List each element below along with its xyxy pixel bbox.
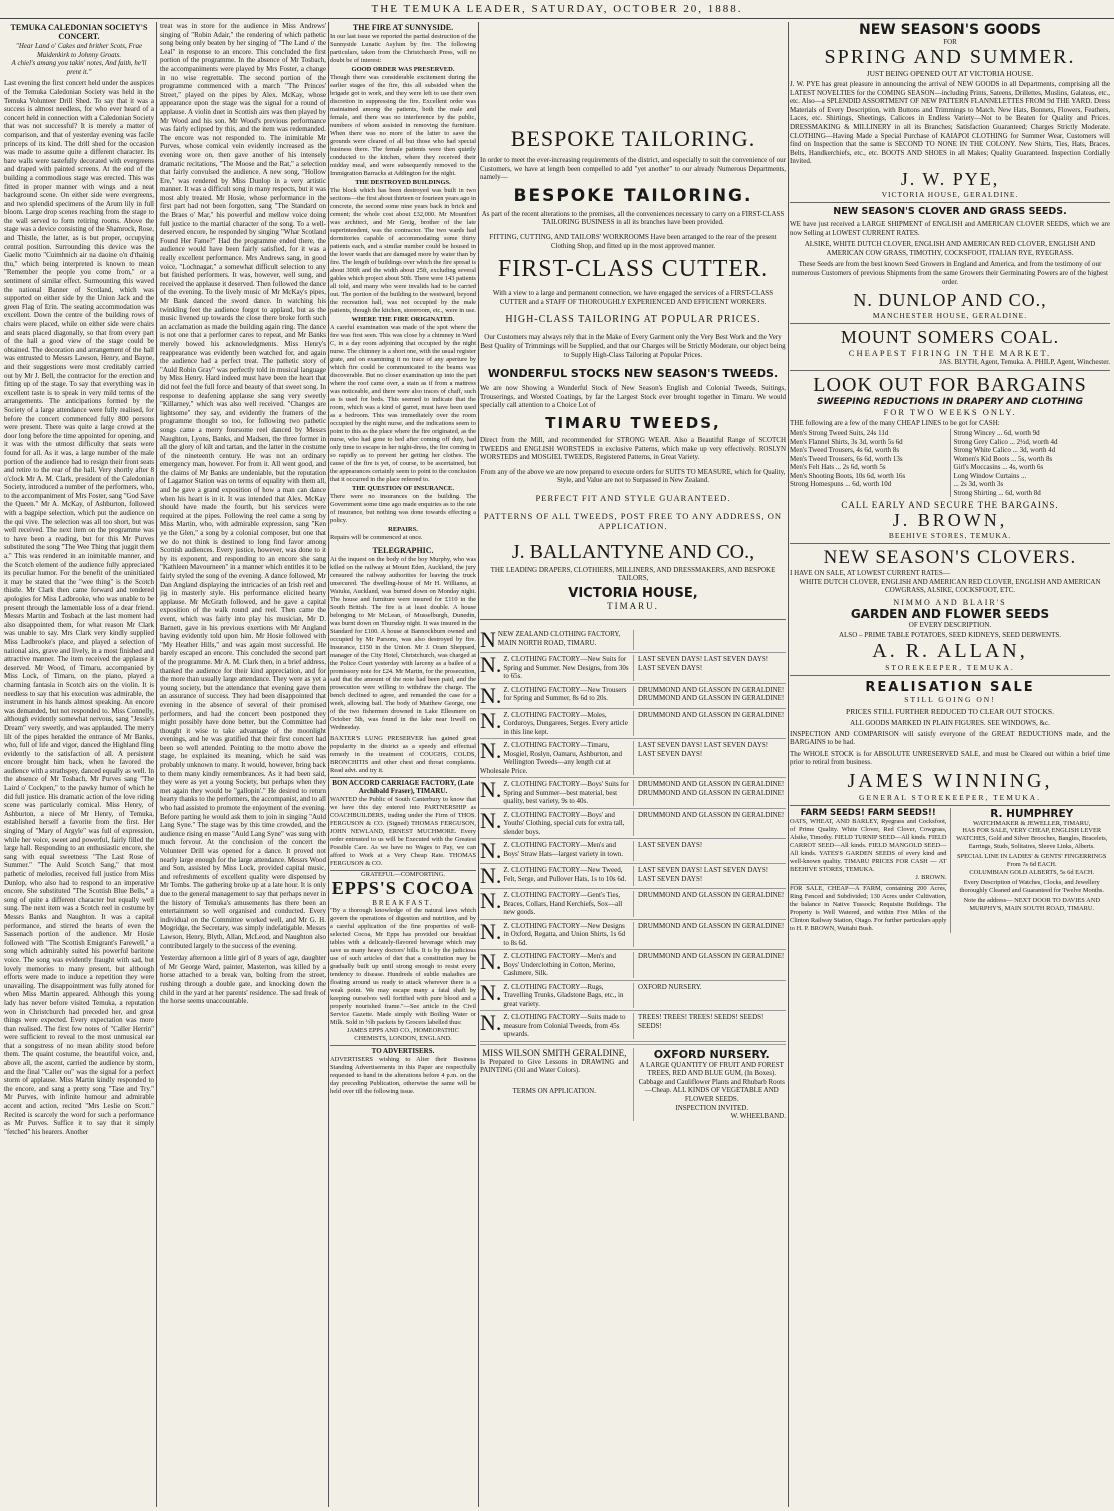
ad-text: FITTING, CUTTING, AND TAILORS' WORKROOMS Have been arranged to the rear of the present Clothing Shop, and fitted up in the most approved manner. — [489, 232, 777, 250]
humphrey-ad — [951, 808, 1111, 933]
dunlop-address: MANCHESTER HOUSE, GERALDINE. — [790, 311, 1110, 324]
drop-cap: N. — [480, 863, 502, 889]
nz-item-label: Z. CLOTHING FACTORY—Moles, Corduroys, Dungarees, Serges. Every article in this line kept. — [503, 710, 628, 736]
ad-heading: PATTERNS OF ALL TWEEDS, POST FREE TO ANY ADDRESS, ON APPLICATION. — [483, 510, 783, 531]
ad-subtitle: BREAKFAST. — [372, 899, 434, 907]
nz-item-text — [480, 777, 634, 806]
ad-text: SPECIAL LINE IN LADIES' & GENTS' FINGERRINGS From 7s 6d EACH. — [957, 853, 1107, 869]
ad-text: OF EVERY DESCRIPTION. — [908, 621, 992, 630]
ad-heading: PERFECT FIT AND STYLE GUARANTEED. — [535, 492, 731, 503]
nz-item-label: Z. CLOTHING FACTORY—New Trousers for Spring and Summer, 8s 6d to 20s. — [503, 685, 627, 703]
ad-text: From any of the above we are now prepared to execute orders for SUITS TO MEASURE, which for Quality, Style, and Value are not to Surpassed in New Zealand. — [480, 467, 786, 485]
subheading: THE QUESTION OF INSURANCE. — [352, 485, 454, 492]
bargain-item: Strong Grey Calico ... 2½d, worth 4d — [953, 437, 1058, 446]
subheading: REPAIRS. — [388, 526, 418, 533]
drop-cap: N. — [480, 979, 502, 1005]
article-body: Last evening the first concert held under the auspices of the Temuka Caledonian Society was held in the Temuka Volunteer Drill Shed. To say that it was a success is almost needless, for who ever heard of a concert held in connection with a Caledonian Society that was not successful? It is merely a matter of comparison, and that of yesterday evening was facile princeps of its kind. The drill shed for the occasion was made to assume quite a different character. Its bare walls were tastefully decorated with evergreens and draped with painted screens. At the end of the building a commodious stage was erected. This was fitted in proper manner with wings and a neat background scene. On either side were evergreens, and two splendid specimens of the Arum lily in full bloom. Large drop scenes reaching from the stage to the wall served to form retiring rooms. Above the stage was a device consisting of the Shamrock, Rose, and Thistle, the latter, as is but proper, occupying central position. Surrounding this device was the Gaelic motto "Cuimhnich air na daoine o'n d'thainig thu," which being interpreted is known to mean "Remember the people you come from," or a sentiment of similar effect. Surmounting this waved the national Banner of Scotland, which was supported on either side by the Union Jack and the green Flag of Erin. The seating accommodation was excellent. Down the centre of the building rows of chairs were placed, while on either side were chairs and seats placed diagonally, so that from every part of the hall a good view of the stage could be obtained. The decoration and arrangement of the hall was entrusted to Messrs Lawson, Henry, and Bayne, and their suggestions were most creditably carried out by Mr J. Bell, the contractor for the erection and fitting up of the stage. To say that everything was in excellent taste is to speak in very mild terms of the arrangements. The anticipations formed by the Society of a large attendance were fully realised, for before the concert commenced fully 800 persons were present. There was quite a large crowd at the door long before the time appointed for opening, and it was with the utmost difficulty that seats were found for all. As it was, a large number of the male portion of the audience had to resign their front seats and retire to the rear of the hall. Very shortly after 8 o'clock Mr A. M. Clark, president of the Caledonian Society, introduced a number of the performers, who, to the accompaniment of Mrs Foster, sang "God Save the Queen." Mr A. McKay, of Ashburton, followed with a bagpipe selection, which put the audience on the qui vive. The selection was all too short, but was well received. The next item on the programme was to have been a reading, but for this Mr Purves substituted the song "The Wee Thing that juggit them a." This was rendered in an inimitable manner, and the Scotch element of the audience fully appreciated its peculiar humor. For the benefit of the uninitiated it may be stated that the "wee thing" is the Scotch thistle. Mr Clark then came forward and tendered apologies for Miss Ladbrooke, who was unable to be present through the lamentable loss of a dear friend. Messrs Martin and Tosbach at the last moment had also disappointed them, for what reason Mr Clark was unable to say. Mrs Clark very kindly supplied Miss Ladbrooke's place, and played a selection of national airs, grave and lively, in a most finished and attractive manner. The item received the applause it deserved. Mr Wood, of Timaru, accompanied by Miss Lock, of Timaru, on the piano, played a charming fantasia in Scotch airs on the violin. It is needless to say that his execution was admirable, the instrument in his hands almost speaking. An encore was demanded, but not responded to. Miss Connelly, although evidently somewhat nervous, sang "Jessie's Dream" very sweetly, and was applauded. The merry lilt of the pipes heralded the entrance of Mr Banks, who, full of life and vigor, danced the Highland fling evidently to the satisfaction of all. A persistent encore brought him back, when he favored the audience with a strathspey, danced equally as well. In the absence of Mr Tosbach, Mr Purves sang "The Laird o' Cockpen," to the pawky humor of which he did full justice. His dramatic action of the love riding scene was particularly comical. Miss Henry, of Ashburton, a niece of Mr Henry, of Temuka, established herself a favorite from the first. Her singing of "Mary of Argyle" was full of expression, while her voice, sweet and powerful, fairly filled the large hall. Responding to an enthusiastic encore, she sang with equal sweetness "The Last Rose of Summer." "The Auld Scotch Sang," that most pathetic of melodies, received full justice from Miss Dunlop, who also had to respond to an imperative encore. She substituted "The Scottish Blue Bells," a song of quite a different character but equally well sung. The next item was a Scotch reel in costume by Messrs Banks and Naughton. It was a capital performance, and stirred the hearts of even the Sassenach portion of the audience. Mr Hosie followed with "The Scottish Emigrant's Farewell," a song which admirably suited his powerful baritone voice. The song was evidently fraught with sad, but lovely memories to many present, but although efforts were made to induce a repetition they were unavailing. The disappointment was fully atoned for when Miss Martin appeared. Although this young lady has never before visited Temuka, a reputation won in Christchurch had preceded her, and great things were expected. Every expectation was more than realised. The first few notes of "Caller Herrin" were sufficient to reveal to the most unmusical ear that a songstress of no mean ability stood before them. The quaint costume, the beautiful voice, and, above all, the ascent, carried the audience by storm, and the final "Caller ou" was the signal for a perfect storm of applause. Miss Martin kindly responded to the encore, and sang a pretty song "Tase and Try." Mr Purves, with infinite humour and admirable accent and action, recited "Mrs Leslie on Scott." Recited is scarcely the word for such a performance as Mr Purves. Suffice it to say that it simply "fetched" his hearers. Another — [4, 79, 154, 1136]
nz-item-label: Z. CLOTHING FACTORY—Boys' and Youths' Clothing, special cuts for extra tall, slender boys. — [503, 810, 625, 836]
bargain-item: Strong White Calico ... 3d, worth 4d — [953, 446, 1056, 455]
allan-name: A. R. ALLAN, — [872, 639, 1028, 662]
drop-cap: N. — [480, 807, 502, 833]
news-item: Yesterday afternoon a little girl of 8 years of age, daughter of Mr George Ward, painter, Masterton, was killed by a horse attached to a break van, bolting from the street, rushing through a double gate, and knocking down the child in the yard at her parents' residence. The sad freak of the horse seems unaccountable. — [160, 954, 326, 1006]
ad-title: MISS WILSON SMITH GERALDINE, — [482, 1047, 627, 1058]
bargains-title: LOOK OUT FOR BARGAINS — [813, 373, 1087, 396]
ad-text: FOR SALE, CHEAP—A FARM, containing 200 Acres, Ring Fenced and Subdivided; 130 Acres under Cultivation, the balance in Native Tussock; Requisite Buildings. The Property is Well Watered, and within Five Miles of the Clinton Railway Station, Otago. For further particulars apply to H. P. BROWN, Waitahi Bush. — [790, 885, 947, 933]
nz-header: NNEW ZEALAND CLOTHING FACTORY, MAIN NORTH ROAD, TIMARU. — [480, 628, 786, 653]
nz-row — [480, 1011, 786, 1042]
subheading: THE DESTROYED BUILDINGS. — [355, 179, 451, 186]
bargain-item: Long Window Curtains ... — [953, 471, 1027, 480]
nz-item-text — [480, 863, 634, 889]
coal-title: MOUNT SOMERS COAL. — [840, 327, 1060, 348]
bargain-table — [790, 429, 1110, 497]
ad-text: Every Description of Watches, Clocks, and Jewellery thoroughly Cleaned and Guaranteed for Twelve Months. — [959, 879, 1104, 895]
wilson-ad — [480, 1048, 634, 1121]
realisation-title: REALISATION SALE — [865, 679, 1035, 695]
article-body: The block which has been destroyed was built in two sections—the first about thirteen or fourteen years ago in concrete, the second some nine years back in brick and cement; the whole cost about £32,000. Mr Mountfort was architect, and Mr Greig, brother of the late superintendent, was the contractor. The two wards had dormitories capable of accommodating some thirty patients each, and a similar number could be housed in the lower wards that are damaged more by water than by fire. The length of buildings over which the fire spread is about 300ft and the width about 25ft, excluding several gables which project about 50ft. There were 143 patients all told, and many who were invalids had to be carried out. The portion of the building to the westward, beyond the recreation hall, was not occupied by the male patients, though the kitchen, storeroom, etc., were in use. — [330, 187, 476, 314]
article-body: treat was in store for the audience in Miss Andrews' singing of "Robin Adair," the rendering of which pathetic song being only beaten by her singing of "The Land o' the Leal" in response to an encore. This concluded the first portion of the programme. In the absence of Mr Tosbach, the accompaniments were played by Mrs Foster, a change in no wise regrettable. The second portion of the programme commenced with a march "The Princes' Street," played on the pipes by Alex. McKay, whose appearance upon the stage was the signal for a round of applause. A violin duet in Scottish airs was then played by Mr Wood and his son. Mr Wood's previous performance was fairly eclipsed by this, and the item was redemanded. The encore was not responded to. The inimitable Mr Purves, whose comical vein evidently increased as the evening wore on, then gave another of his intensely dramatic recitations, "The Moose and the Rat," a selection that fairly convulsed the audience. A new song, "Hollow Ere," was rendered by Miss Dunlop in a very artistic manner. It was a difficult song in many respects, but it was most ably treated. Mr Hosie, whose performance in the first part had not been forgotten, sang "The Standard on the Braes o' Mar," his powerful and mellow voice doing full justice to the martial character of the song. To a well-deserved encore, he responded by singing "Whar Scotland Found Her Fame?" Had the programme ended there, the audience would have been fairly satisfied, for it was a really excellent performance. Mrs Andrews sang, in good voice, "Lochnagar," a somewhat difficult selection to any but finished performers. It was, however, well sung, and received the applause it deserved. Then followed the dance of the evening. To the lively music of Mr McKay's pipes, Mr Bank danced the sword dance. In watching his twinkling feet the audience forgot to applaud, but as the music livened up towards the close there broke forth such an acclamation as made the building again ring. The dance is not one that a performer cares to repeat, and Mr Banks merely bowed his acknowledgments. Miss Henry's reappearance was evidently been watched for, and again the audience had a perfect treat. The pathetic story of "Auld Robin Gray" was perfectly told in musical language by Miss Henry. Hard indeed must have been the heart that did not feel the full force and beauty of that sweet song. In response to deafening applause she sang very sweetly "Killarney," which was also well received. "Changes are lightsome" they say, and evidently the framers of the programme thought so too, for following two pathetic songs came a merry foursome reel danced by Messrs Naughton, Lyons, Banks, and Madsen, the three former in all the glory of kilt and tartan, and the latter in the costume of the nineteenth century. He was not an ordinary emergency man, however. For from it. All went good, and the claims of Mr Banks are undeniable, but the reputation of Lagamor Station was on terms of equality with them all, and he gave a grand exposition of how a man can dance when his heart is in it. It was intended that Alex. McKay should have made the fourth, but his services were required at the pipes. Following the reel came a song by Miss Martin, who, with admirable expression, sang "Ken ye the Glen," a song by a colonial composer, but one that we do not think is destined to long find favor among Scottish audiences. Every justice, however, was done to it by its exponent, and responding to an encore she sang "Kathleen Mavourneen" in a manner which entitles it to be fairly styled the song of the evening. A dance followed, Mr Dan Angland displaying the intricacies of an Irish reel and jig in masterly style. His performance elicited hearty applause. Mr McGrath followed, and he gave a capital exposition of the walk round and reel. Then came the event, which was fairly into play his musician, Mr D. Barnett, gave in his previous exertions with Mr Angland having evidently told upon him. Mr Hosie followed with "My Heather Hills," and was again most successful. He barely escaped an encore. This concluded the second part of the programme. Mr A. M. Clark then, in a brief address, thanked the audience for their kind appreciation, and for the more than usually large attendance. They were as yet a young society, but the attendance that evening gave them an assurance of success. They had been disappointed that evening in the absence of several of their promised performers, and had the concert been postponed they might possibly have done better, but the Committee had thought it wise to take advantage of the moonlight evenings, and he was gratified that their first concert had been so well attended. Pointing to the motto above the stage, he explained its meaning, which he said was probably unknown to many. It would, however, bring back to them many kindly remembrances. As it had been said, they were as yet a young Society, but perhaps when they met again they would be "gallopin'." He desired to return hearty thanks to the performers, the accompanist, and to all who had assisted to promote the enjoyment of the evening. Before parting he would ask them to join in singing "Auld Lang Syne." The stage was by this time crowded, and the audience rising en masse "Auld Lang Syne" was sung with much fervour. At the conclusion of the concert the Volunteer Drill was opened for a dance. It proved not nearly large enough for the large attendance. Messrs Wood and Son, assisted by Miss Lock, provided capital music, and refreshments of excellent quality were dispensed by Mr Tombs. The gathering broke up at a late hour. It is only due to the general management to say that perhaps never in the history of Temuka's amusements has there been an entertainment so well organised and conducted. Every individual on the Committee worked well, and Mr G. H. Mogridge, the Secretary, was simply indefatigable. Messrs Lawson, Henry, Blyth, Allan, McLeod, and Naughton also contributed largely to the success of the evening. — [160, 22, 326, 950]
nz-item-label: Z. CLOTHING FACTORY—New Designs in Oxford, Regatta, and Union Shirts, 1s 6d to 8s 6d. — [503, 921, 626, 947]
epps-title: EPPS'S COCOA — [331, 878, 475, 898]
nz-item-side: LAST SEVEN DAYS! LAST SEVEN DAYS! LAST SEVEN DAYS! — [638, 655, 769, 672]
ad-text: HAS FOR SALE, VERY CHEAP, ENGLISH LEVER WATCHES, Gold and Silver Brooches, Bangles, Bracelets, Earrings, Studs, Solitaires, Sleeve Links, Alberts. — [956, 827, 1108, 851]
ad-text: INSPECTION INVITED. — [675, 1103, 749, 1112]
bargain-item: Men's Flannel Shirts, 3s 3d, worth 5s 6d — [790, 437, 903, 446]
nz-item-label: Z. CLOTHING FACTORY—New Suits for Spring and Summer. New Designs, from 30s to 65s. — [503, 655, 629, 681]
nz-item-text — [480, 838, 634, 864]
column-rule — [328, 22, 329, 1507]
nz-item-text — [480, 1010, 634, 1039]
ad-text: INSPECTION AND COMPARISON will satisfy everyone of the GREAT REDUCTIONS made, and the BARGAINS to be had. — [790, 729, 1110, 747]
nz-item-label: Z. CLOTHING FACTORY—Men's and Boys' Underclothing in Cotton, Merino, Cashmere, Silk. — [503, 952, 617, 978]
nz-row — [480, 839, 786, 864]
ad-heading: WONDERFUL STOCKS NEW SEASON'S TWEEDS. — [487, 367, 779, 381]
ballantyne-name: J. BALLANTYNE AND CO., — [511, 540, 755, 563]
timaru-label: TIMARU. — [480, 601, 786, 620]
nz-item-label: Z. CLOTHING FACTORY—Men's and Boys' Straw Hats—largest variety in town. — [503, 841, 624, 858]
bottom-ads — [480, 1044, 786, 1121]
drop-cap: N. — [480, 1010, 502, 1036]
article-intro: In our last issue we reported the partial destruction of the Sunnyside Lunatic Asylum by fire. The following particulars, taken from the Christchurch Press, will no doubt be of interest: — [330, 33, 476, 64]
winning-sub: GENERAL STOREKEEPER, TEMUKA. — [790, 793, 1110, 806]
ad-subtitle: STILL GOING ON! — [904, 694, 996, 704]
nz-row — [480, 864, 786, 889]
nz-item-side: DRUMMOND AND GLASSON IN GERALDINE! DRUMMOND AND GLASSON IN GERALDINE! — [638, 780, 785, 797]
column-rule — [478, 22, 479, 1507]
ad-text: JAS. BLYTH, Agent, Temuka. A. PHILP, Agent, Winchester. — [790, 358, 1110, 371]
nz-item-label: Z. CLOTHING FACTORY—Rugs, Travelling Trunks, Gladstone Bags, etc., in great variety. — [503, 982, 624, 1008]
drop-cap: N. — [480, 838, 502, 864]
brown-address: BEEHIVE STORES, TEMUKA. — [790, 531, 1110, 544]
article-body: At the inquest on the body of the boy Murphy, who was killed on the railway at Mount Eden, Auckland, the jury censured the railway authorities for leaving the truck unsecured. The dwelling-house of Mr H. Williams, at Waiuku, Auckland, was burned down on Monday night. The house and furniture were insured for £110 in the South British. The fire is at least double. A house belonging to Mr McLean, of Musselburgh, Dunedin, was burnt down on Thursday night. It was insured in the Standard for £100. A house at Bannockburn owned and occupied by Mr Parsons, was also destroyed by fire. Insurance, £150 in the Union. Mr J. Oram Sheppard, manager of the City Hotel, Christchurch, was charged at the Police Court yesterday with larceny as a bailee of a promissory note for £24. Mr Martin, for the prosecution, said that the amount of the note had been paid, and the prosecution were willing to withdraw the charge. The bench declined to agree, and remanded the case for a week, allowing bail. The body of Matthew George, one of the two fishermen drowned in Lake Ellesmere on October 5th, was found in the lake near Irwell on Wednesday. — [330, 556, 476, 731]
ad-text: ALL GOODS MARKED IN PLAIN FIGURES. SEE WINDOWS, &c. — [850, 718, 1050, 727]
ad-text: ALSIKE, WHITE DUTCH CLOVER, ENGLISH AND AMERICAN RED CLOVER, ENGLISH AND AMERICAN COW GRASS, TIMOTHY, COCKSFOOT, ITALIAN RYE, RYEGRASS. — [804, 240, 1096, 257]
ad-subtitle: SWEEPING REDUCTIONS IN DRAPERY AND CLOTHING — [816, 396, 1084, 407]
nz-item-side: DRUMMOND AND GLASSON IN GERALDINE! DRUMMOND AND GLASSON IN GERALDINE! — [638, 685, 785, 703]
ad-subtitle: GRATEFUL—COMFORTING. — [361, 871, 445, 878]
column-3 — [330, 22, 476, 1507]
nz-item-label: Z. CLOTHING FACTORY—New Tweed, Felt, Serge, and Pullover Hats, 1s to 10s 6d. — [503, 866, 627, 883]
column-1 — [4, 22, 154, 1507]
nz-item-side: DRUMMOND AND GLASSON IN GERALDINE! — [638, 891, 785, 900]
nz-item-side: LAST SEVEN DAYS! — [638, 841, 703, 850]
ad-footer: JAMES EPPS AND CO., HOMEOPATHIC CHEMISTS, LONDON, ENGLAND. — [330, 1027, 476, 1046]
nz-row — [480, 920, 786, 951]
ad-text: Our Customers may always rely that in the Make of Every Garment only the Very Best Work and the Very Best Quality of Trimmings will be Supplied, and that our Charges will be Strictly Moderate, our object being to Supply High-Class Tailoring at Popular Prices. — [480, 333, 786, 359]
nz-item-text — [480, 918, 634, 948]
ad-signature: W. WHEELBAND. — [730, 1112, 786, 1121]
drop-cap: N. — [480, 888, 502, 914]
nz-item-side: LAST SEVEN DAYS! LAST SEVEN DAYS! LAST SEVEN DAYS! — [638, 866, 769, 883]
article-title: THE FIRE AT SUNNYSIDE. — [352, 23, 454, 32]
ad-subtitle: JUST BEING OPENED OUT AT VICTORIA HOUSE. — [866, 69, 1034, 78]
ad-signature: J. BROWN. — [790, 874, 947, 885]
ad-subtitle: FOR — [943, 38, 957, 46]
article-title: TEMUKA CALEDONIAN SOCIETY'S CONCERT. — [10, 23, 148, 41]
ad-text: Is Prepared to Give Lessons in DRAWING and PAINTING (Oil and Water Colors). — [480, 1057, 629, 1075]
bottom-ads — [790, 808, 1110, 933]
nz-row — [480, 653, 786, 684]
drop-cap: N. — [480, 949, 502, 975]
ad-text: ALSO – PRIME TABLE POTATOES, SEED KIDNEYS, SEED DERWENTS. — [838, 631, 1062, 640]
ad-text: I HAVE ON SALE, AT LOWEST CURRENT RATES— — [790, 569, 950, 578]
nz-item-text — [480, 949, 634, 978]
bargain-list-left — [790, 429, 951, 497]
bargain-item: Men's Felt Hats ... 2s 6d, worth 5s — [790, 463, 886, 472]
pye-name: J. W. PYE, — [900, 168, 1000, 189]
clovers-title: NEW SEASON'S CLOVERS. — [823, 547, 1077, 569]
ad-text: COLUMBIAN GOLD ALBERTS, 5s 6d EACH. — [969, 869, 1095, 877]
ad-text: CHEAPEST FIRING IN THE MARKET. — [848, 348, 1052, 359]
nz-item-side: DRUMMOND AND GLASSON IN GERALDINE! — [638, 952, 785, 961]
ad-subtitle: WATCHMAKER & JEWELLER, TIMARU, — [973, 820, 1091, 828]
advertisement: "By a thorough knowledge of the natural laws which govern the operations of digestion and nutrition, and by a careful application of the fine properties of well-selected Cocoa, Mr Epps has provided our breakfast tables with a delicately-flavored beverage which may save us many heavy doctors' bills. It is by the judicious use of such articles of diet that a constitution may be gradually built up until strong enough to resist every tendency to disease. Hundreds of subtle maladies are floating around us ready to attack wherever there is a weak point. We may escape many a fatal shaft by keeping ourselves well fortified with pure blood and a properly nourished frame."—See article in the Civil Service Gazette. Made simply with Boiling Water or Milk. Sold in ½lb packets by Grocers labelled thus: — [330, 907, 476, 1026]
ad-subtitle: FOR TWO WEEKS ONLY. — [883, 406, 1017, 417]
ad-text: WHITE DUTCH CLOVER, ENGLISH AND AMERICAN RED CLOVER, ENGLISH AND AMERICAN COWGRASS, ALSIKE, COCKSFOOT, ETC. — [799, 577, 1101, 595]
verse: "Hear Land o' Cakes and brither Scots, Frae Maidenkirk to Johnny Groats. — [15, 42, 143, 59]
ad-text: WE have just received a LARGE SHIPMENT of ENGLISH and AMERICAN CLOVER SEEDS, which we are now Selling at LOWEST CURRENT RATES. — [790, 219, 1110, 237]
ad-title: NEW SEASON'S CLOVER AND GRASS SEEDS. — [833, 205, 1067, 217]
bargain-item: Strong Shirting ... 6d, worth 8d — [953, 488, 1041, 497]
column-rule — [788, 22, 789, 1507]
advertisement: ADVERTISERS wishing to Alter their Business Standing Advertisements in this Paper are respectfully requested to hand in the alterations before 4 p.m. on the day preceding Publication, otherwise the same will be held over till the following issue. — [330, 1056, 476, 1095]
nz-item-text — [480, 807, 634, 837]
nz-item-side: DRUMMOND AND GLASSON IN GERALDINE! — [638, 810, 785, 819]
article-body: A careful examination was made of the spot where the fire was first seen. This was close by a chimney in Ward C, in a day room adjoining that occupied by the night nurse. The chimney is a short one, with the usual register grate, and on examining it no trace of any aperture by which fire could be communicated to the beams was discoverable. But no closer examination up into the part where the roof came over, a stain as if from a mattress was noticeable, and there were also traces of chaff, such as is used for beds. This seemed to indicate that the room, which was a kind of garret, must have been used as a bedroom. This was immediately over the room occupied by the night nurse, and the indications seem to point to this as the place where the fire originated, as the nurse, who had gone to bed after coming off duty, had only time to escape in her night-dress, the fire coming in so rapidly as to prevent her getting her clothes. The cause of the fire is yet, of course, to be ascertained, but the appearances certainly seem to point to the conclusion that it occurred in the place referred to. — [330, 324, 476, 483]
drop-cap: N. — [480, 738, 502, 764]
article-body: Though there was considerable excitement during the earlier stages of the fire, this all subsided when the brigade got to work, and they were left to use their own discretion in suppressing the fire. Excellent order was maintained among the patients, both the male and female, and there was no interference by the public, numbers of whom assisted in removing the furniture. When there was no more of the latter to save the grounds were cleared of all but those who had special business there. The female patients were then quietly conducted to the kitchen, where they received their midday meal, and were subsequently removed to the Immigration Barracks at Addington for the night. — [330, 74, 476, 177]
nz-item-side: DRUMMOND AND GLASSON IN GERALDINE! — [638, 921, 785, 930]
bespoke-title-2: BESPOKE TAILORING. — [513, 185, 753, 206]
ad-title: BON ACCORD CARRIAGE FACTORY, (Late Archibald Fraser), TIMARU. — [332, 779, 474, 795]
nz-item-side: LAST SEVEN DAYS! LAST SEVEN DAYS! LAST SEVEN DAYS! — [638, 741, 769, 758]
drop-cap: N. — [480, 707, 502, 733]
ad-text: NIMMO AND BLAIR'S — [893, 598, 1007, 608]
ad-text: A LARGE QUANTITY OF FRUIT AND FOREST TREES, RED AND BLUE GUM, (In Boxes). Cabbage and Cauliflower Plants and Rhubarb Roots—Cheap. ALL KINDS OF VEGETABLE AND FLOWER SEEDS. — [638, 1060, 785, 1103]
section-title: TELEGRAPHIC. — [372, 546, 434, 555]
nz-row — [480, 684, 786, 709]
spring-title: SPRING AND SUMMER. — [824, 46, 1076, 68]
drop-cap: N. — [480, 918, 502, 944]
drop-cap: N. — [480, 682, 502, 708]
ad-text: The WHOLE STOCK is for ABSOLUTE UNRESERVED SALE, and must be Cleared out within a brief time prior to retiral from business. — [790, 749, 1110, 767]
nz-item-label: Z. CLOTHING FACTORY—Suits made to measure from Colonial Tweeds, from 45s upwards. — [503, 1013, 626, 1039]
nz-item-text — [480, 738, 634, 775]
nz-row — [480, 809, 786, 840]
nz-item-text — [480, 707, 634, 737]
ad-title: TO ADVERTISERS. — [371, 1047, 435, 1055]
ad-text: THE LEADING DRAPERS, CLOTHIERS, MILLINERS, AND DRESSMAKERS, AND BESPOKE TAILORS, — [490, 565, 776, 583]
ad-text: Direct from the Mill, and recommended for STRONG WEAR. Also a Beautiful Range of SCOTCH TWEEDS and ENGLISH WORSTEDS in exclusive Patterns, which make up very effectively. ROSLYN WORSTEDS and MOSGIEL TWEEDS, Registered Patterns, in Great Variety. — [480, 435, 786, 462]
ad-title: NEW SEASON'S GOODS — [858, 22, 1042, 38]
nz-row — [480, 709, 786, 740]
ad-title: R. HUMPHREY — [990, 808, 1074, 821]
masthead: THE TEMUKA LEADER, SATURDAY, OCTOBER 20, 1888. — [0, 0, 1114, 19]
bargain-item: Women's Kid Boots ... 5s, worth 8s — [953, 454, 1053, 463]
verse: A chiel's amang you takin' notes, And faith, he'll prent it." — [11, 59, 147, 76]
nz-item-text — [480, 979, 634, 1009]
column-2 — [160, 22, 326, 1507]
ad-heading: CALL EARLY AND SECURE THE BARGAINS. — [841, 500, 1059, 511]
bargain-item: Strong Homespuns ... 6d, worth 10d — [790, 480, 892, 489]
bespoke-title: BESPOKE TAILORING. — [510, 126, 756, 151]
bargain-item: ... 2s 3d, worth 3s — [953, 480, 1004, 489]
nz-item-side: TREES! TREES! TREES! SEEDS! SEEDS! SEEDS! — [638, 1013, 764, 1030]
timaru-tweeds: TIMARU TWEEDS, — [545, 413, 721, 432]
bargain-list-right — [951, 429, 1111, 497]
column-rule — [156, 22, 157, 1507]
allan-sub: STOREKEEPER, TEMUKA. — [790, 663, 1110, 676]
nz-item-text — [480, 888, 634, 917]
winning-name: JAMES WINNING, — [847, 770, 1053, 793]
cutter-title: FIRST-CLASS CUTTER. — [497, 256, 769, 283]
nz-row — [480, 739, 786, 778]
bargain-item: Men's Tweed Trousers, 4s 6d, worth 8s — [790, 446, 900, 455]
nz-row — [480, 778, 786, 809]
ad-text: OATS, WHEAT, AND BARLEY, Ryegrass and Cocksfoot, of Prime Quality. White Clover, Red Clover, Cowgrass, Alsike, Timothy. FIELD TURNIP SEED—All kinds. FIELD CARROT SEED—All kinds. FIELD MANGOLD SEED—All kinds. YATES'S GARDEN SEEDS of every kind and well-known quality. TIMARU PRICES FOR CASH — AT BEEHIVE STORES, TEMUKA. — [790, 818, 947, 874]
subheading: GOOD ORDER WAS PRESERVED. — [351, 66, 455, 73]
nz-row — [480, 950, 786, 981]
nz-item-text — [480, 652, 634, 681]
ad-text: THE following are a few of the many CHEAP LINES to be got for CASH: — [790, 418, 1000, 427]
farm-seeds-ad — [790, 808, 951, 933]
ad-text: In order to meet the ever-increasing requirements of the district, and especially to suit the convenience of our Customers, we have at length been compelled to add "yet another" to our already Numerous Departments, namely— — [480, 156, 786, 182]
ad-text: Note the address— NEXT DOOR TO DAVIES AND MURPHY'S, MAIN SOUTH ROAD, TIMARU. — [963, 897, 1100, 913]
pye-address: VICTORIA HOUSE, GERALDINE. — [790, 190, 1110, 203]
ad-text: With a view to a large and permanent connection, we have engaged the services of a FIRST-CLASS CUTTER and a STAFF OF THOROUGHLY EXPERIENCED AND EFFICIENT WORKERS. — [492, 289, 774, 306]
ad-text: We are now Showing a Wonderful Stock of New Season's English and Colonial Tweeds, Suitings, Trouserings, and Worsted Coatings, by far the Largest Stock ever brought together in Timaru. We would specially call attention to a Choice Lot of — [480, 384, 786, 410]
article-body: Repairs will be commenced at once. — [330, 534, 423, 541]
drop-cap: N. — [480, 777, 502, 803]
advertisement: BAXTER'S LUNG PRESERVER has gained great popularity in the district as a speedy and effectual remedy in the treatment of COUGHS, COLDS, BRONCHITIS and other chest and throat complaints. Read advt. and try it. — [330, 735, 476, 778]
subheading: WHERE THE FIRE ORIGINATED. — [351, 316, 455, 323]
bargain-item: Men's Shooting Boots, 10s 6d, worth 16s — [790, 471, 906, 480]
nz-row — [480, 981, 786, 1012]
ad-text: J. W. PYE has great pleasure in announcing the arrival of NEW GOODS in all Departments, comprising all the LATEST NOVELTIES for the COMING SEASON—including Prints, Sateens, Drillettes, Muslins, Galateas, etc., etc. Also—a SPLENDID ASSORTMENT OF NEW PATTERN FLANNELETTES FROM 9d THE YARD. Dress Materials of Every Description, with Buttons and Trimmings to Match. New Hats, Bonnets, Flowers, Feathers, Laces, etc. Shirtings, Sheetings, Calicoes in Endless Variety—Not to be Beaten for Quality and Prices. DRESSMAKING & MILLINERY in all its Branches; Satisfaction Guaranteed; Charges Strictly Moderate. CLOTHING—Having Made a Special Purchase of KAIAPOI CLOTHING for Summer Wear, Customers will find on Inspection that the same is SECOND TO NONE IN THE COLONY. New Shirts, Ties, Hats, Braces, Belts, Handkerchiefs, etc., etc. BOOTS AND SHOES in all Makes; Quality Guaranteed. Inspection Cordially Invited. — [790, 80, 1110, 166]
brown-name: J. BROWN, — [892, 510, 1008, 531]
column-4 — [480, 22, 786, 1507]
victoria-house: VICTORIA HOUSE, — [568, 586, 698, 602]
nz-item-label: Z. CLOTHING FACTORY—Boys' Suits for Spring and Summer—best material, best quality, best variety, 9s to 40s. — [503, 780, 629, 806]
nz-list — [480, 653, 786, 1042]
oxford-ad — [634, 1048, 787, 1121]
ad-text: TERMS ON APPLICATION. — [512, 1086, 596, 1095]
nz-item-side: DRUMMOND AND GLASSON IN GERALDINE! — [638, 710, 785, 719]
nz-item-text — [480, 682, 634, 708]
advertisement: WANTED the Public of South Canterbury to know that we have this day entered into PARTNERSHIP as COACHBUILDERS, trading under the Firm of THOS. FERGUSON & CO. (Signed) THOMAS FERGUSON, JOHN NEWLAND, ERNEST MUCHMORE. Every order entrusted to us will be Executed with the Greatest Possible Care. As we have no Wages to Pay, we can afford to Work at a Very Cheap Rate. THOMAS FERGUSON & CO. — [330, 796, 476, 871]
bargain-item: Girl's Moccasins ... 4s, worth 6s — [953, 463, 1044, 472]
ad-heading: HIGH-CLASS TAILORING AT POPULAR PRICES. — [505, 314, 761, 326]
nz-row — [480, 889, 786, 920]
bargain-item: Strong Wincey ... 6d, worth 9d — [953, 429, 1040, 438]
garden-title: GARDEN AND FLOWER SEEDS — [850, 607, 1050, 622]
ad-title: OXFORD NURSERY. — [653, 1047, 770, 1061]
nz-item-label: Z. CLOTHING FACTORY—Gent's Ties, Braces, Collars, Hand Kerchiefs, Sox—all new goods. — [503, 891, 623, 917]
article-body: There were no insurances on the building. The Government some time ago made enquiries as to the rate of insurance, but nothing was done towards effecting a policy. — [330, 493, 476, 524]
column-5 — [790, 22, 1110, 1507]
nz-item-side: OXFORD NURSERY. — [638, 982, 702, 991]
drop-cap: N. — [480, 652, 502, 678]
bargain-item: Men's Strong Tweed Suits, 24s 11d — [790, 429, 889, 438]
ad-title: FARM SEEDS! FARM SEEDS!! — [800, 808, 936, 819]
ad-text: As part of the recent alterations to the premises, all the conveniences necessary to carry on a FIRST-CLASS TAILORING BUSINESS in all its branches have been provided. — [481, 209, 785, 227]
dunlop-name: N. DUNLOP AND CO., — [853, 290, 1047, 311]
ad-text: PRICES STILL FURTHER REDUCED TO CLEAR OUT STOCKS. — [846, 706, 1054, 716]
bargain-item: Men's Tweed Trousers, 6s 6d, worth 13s — [790, 454, 903, 463]
nz-item-label: Z. CLOTHING FACTORY—Timaru, Mosgiel, Roslyn, Oamaru, Ashburton, and Wellington Tweeds—any length cut at Wholesale Price. — [480, 741, 622, 775]
ad-text: These Seeds are from the best known Seed Growers in England and America, and from the testimony of our numerous Customers of previous Shipments from the same Growers their Germinating Powers are of the highest order. — [792, 260, 1108, 286]
